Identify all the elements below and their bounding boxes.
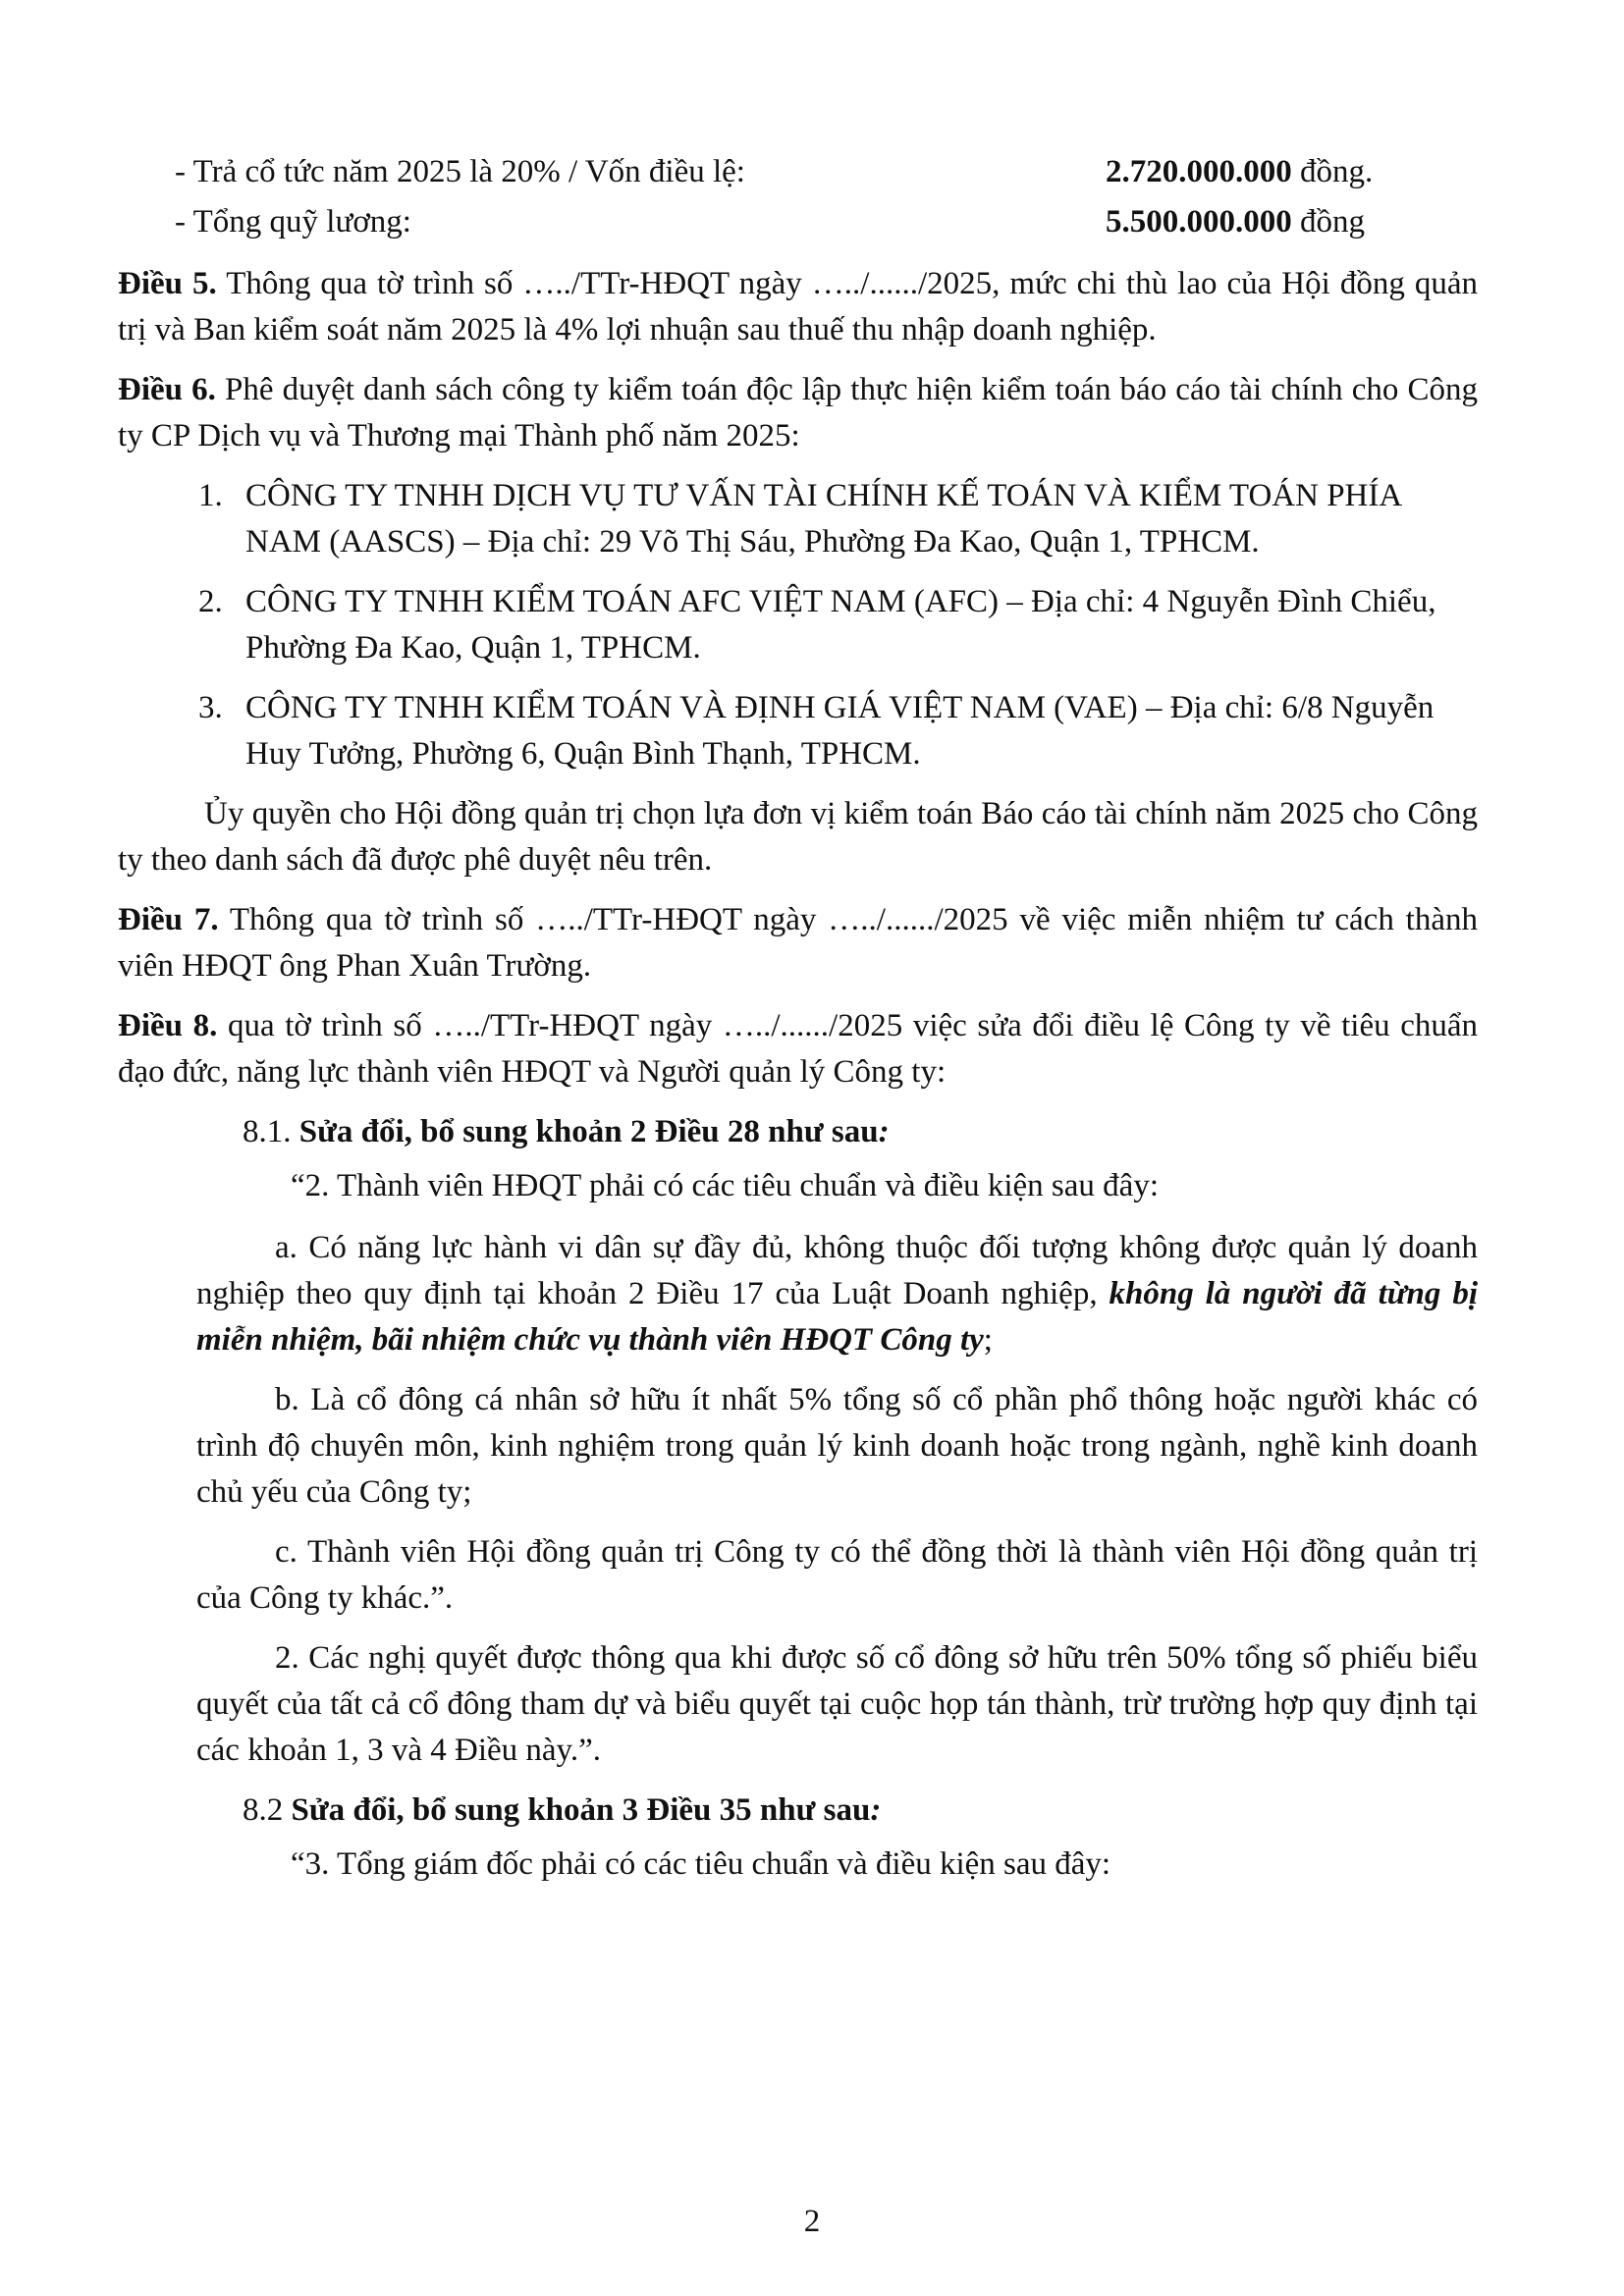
section-8-2-heading: 8.2 Sửa đổi, bổ sung khoản 3 Điều 35 như sau: xyxy=(243,1792,882,1828)
article-5 xyxy=(118,261,1478,353)
section-8-1-quote: “2. Thành viên HĐQT phải có các tiêu chuẩn và điều kiện sau đây: xyxy=(291,1168,1159,1203)
article-6 xyxy=(118,367,1478,459)
article-7-heading: Điều 7. xyxy=(118,902,219,937)
article-6-text: Phê duyệt danh sách công ty kiểm toán độc lập thực hiện kiểm toán báo cáo tài chính cho Công ty CP Dịch vụ và Thương mại Thành phố năm 2025: xyxy=(118,372,1479,454)
article-5-heading: Điều 5. xyxy=(118,266,217,301)
article-6-heading: Điều 6. xyxy=(118,372,216,407)
clause-b: b. Là cổ đông cá nhân sở hữu ít nhất 5% tổng số cổ phần phổ thông hoặc người khác có trình độ chuyên môn, kinh nghiệm trong quản lý kinh doanh hoặc trong ngành, nghề kinh doanh chủ yếu của Công ty; xyxy=(196,1382,1478,1510)
dividend-row xyxy=(118,147,1478,197)
salary-fund-label: - Tổng quỹ lương: xyxy=(175,204,411,240)
page-number: 2 xyxy=(803,2204,821,2239)
salary-fund-amount: 5.500.000.000 đồng xyxy=(1106,204,1365,240)
list-item: 3. CÔNG TY TNHH KIỂM TOÁN VÀ ĐỊNH GIÁ VIỆT NAM (VAE) – Địa chỉ: 6/8 Nguyễn Huy Tưởng, Phường 6, Quận Bình Thạnh, TPHCM. xyxy=(198,690,1435,772)
article-8-heading: Điều 8. xyxy=(118,1008,218,1043)
section-8-1-heading: 8.1. Sửa đổi, bổ sung khoản 2 Điều 28 như sau: xyxy=(243,1114,890,1149)
article-5-text: Thông qua tờ trình số …../TTr-HĐQT ngày …../....../2025, mức chi thù lao của Hội đồng quản trị và Ban kiểm soát năm 2025 là 4% lợi nhuận sau thuế thu nhập doanh nghiệp. xyxy=(118,266,1479,347)
dividend-amount: 2.720.000.000 đồng. xyxy=(1106,154,1374,189)
auditor-list xyxy=(118,473,1478,777)
article-7 xyxy=(118,897,1478,989)
article-7-text: Thông qua tờ trình số …../TTr-HĐQT ngày …../....../2025 về việc miễn nhiệm tư cách thành viên HĐQT ông Phan Xuân Trường. xyxy=(118,902,1478,984)
salary-fund-row xyxy=(118,197,1478,247)
authorization-paragraph: Ủy quyền cho Hội đồng quản trị chọn lựa đơn vị kiểm toán Báo cáo tài chính năm 2025 cho Công ty theo danh sách đã được phê duyệt nêu trên. xyxy=(118,796,1478,878)
section-8-2-quote: “3. Tổng giám đốc phải có các tiêu chuẩn và điều kiện sau đây: xyxy=(291,1846,1111,1882)
article-8-text: qua tờ trình số …../TTr-HĐQT ngày …../....../2025 việc sửa đổi điều lệ Công ty về tiêu chuẩn đạo đức, năng lực thành viên HĐQT và Người quản lý Công ty: xyxy=(118,1008,1479,1090)
clause-a: a. Có năng lực hành vi dân sự đầy đủ, không thuộc đối tượng không được quản lý doanh nghiệp theo quy định tại khoản 2 Điều 17 của Luật Doanh nghiệp, không là người đã từng bị miễn nhiệm, bãi nhiệm chức vụ thành viên HĐQT Công ty; xyxy=(196,1230,1478,1358)
document-page xyxy=(118,147,1478,1903)
dividend-label: - Trả cổ tức năm 2025 là 20% / Vốn điều lệ: xyxy=(175,154,745,189)
article-8 xyxy=(118,1003,1478,1095)
list-item: 1. CÔNG TY TNHH DỊCH VỤ TƯ VẤN TÀI CHÍNH KẾ TOÁN VÀ KIỂM TOÁN PHÍA NAM (AASCS) – Địa chỉ: 29 Võ Thị Sáu, Phường Đa Kao, Quận 1, TPHCM. xyxy=(198,478,1401,560)
list-item: 2. CÔNG TY TNHH KIỂM TOÁN AFC VIỆT NAM (AFC) – Địa chỉ: 4 Nguyễn Đình Chiểu, Phường Đa Kao, Quận 1, TPHCM. xyxy=(198,584,1436,666)
clause-2: 2. Các nghị quyết được thông qua khi được số cổ đông sở hữu trên 50% tổng số phiếu biểu quyết của tất cả cổ đông tham dự và biểu quyết tại cuộc họp tán thành, trừ trường hợp quy định tại các khoản 1, 3 và 4 Điều này.”. xyxy=(196,1640,1478,1768)
clause-c: c. Thành viên Hội đồng quản trị Công ty có thể đồng thời là thành viên Hội đồng quản trị của Công ty khác.”. xyxy=(196,1534,1478,1616)
